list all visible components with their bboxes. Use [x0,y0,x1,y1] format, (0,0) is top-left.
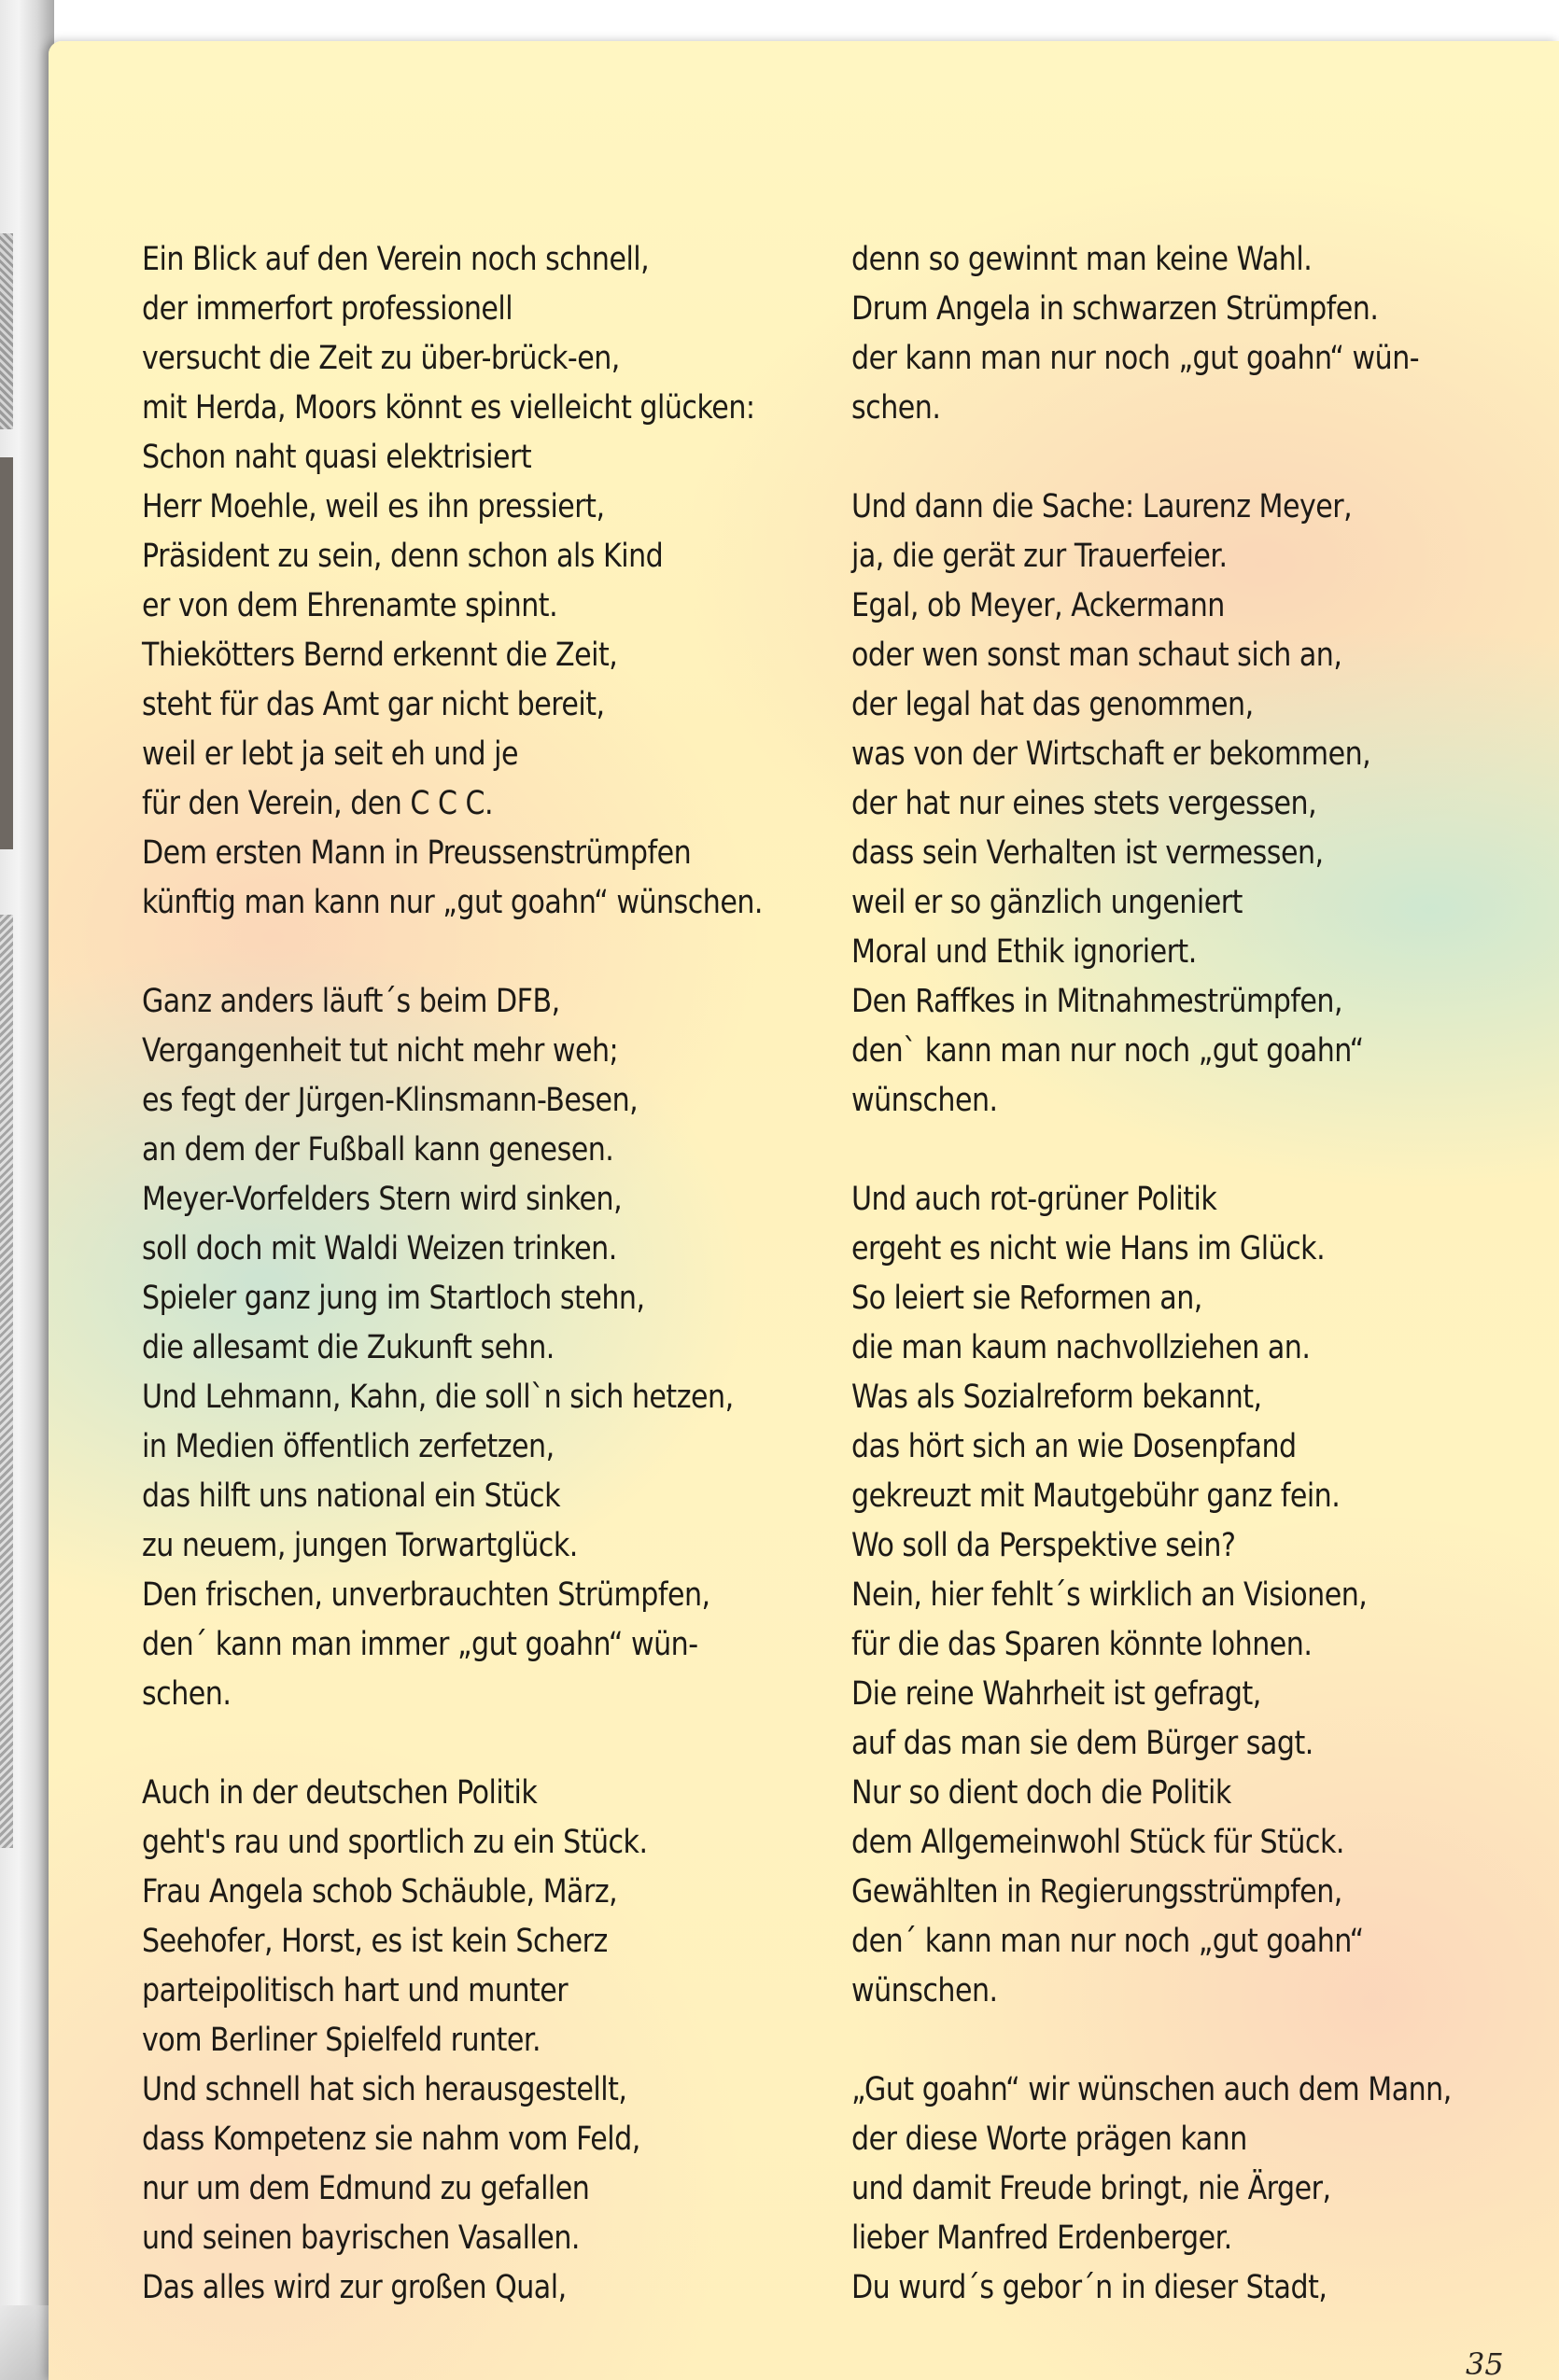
poem-line: Präsident zu sein, denn schon als Kind [142,538,664,575]
poem-line: schen. [851,389,941,427]
poem-line: der immerfort professionell [142,290,513,328]
poem-line: Seehofer, Horst, es ist kein Scherz [142,1923,608,1960]
stanza [851,235,1534,433]
poem-line: ergeht es nicht wie Hans im Glück. [851,1230,1326,1267]
stanza [142,977,833,1719]
poem-line: die allesamt die Zukunft sehn. [142,1329,555,1366]
poem-line: Thiekötters Bernd erkennt die Zeit, [142,637,618,674]
poem-line: Was als Sozialreform bekannt, [851,1379,1262,1416]
poem-line: der kann man nur noch „gut goahn“ wün- [851,340,1420,377]
poem-line: geht's rau und sportlich zu ein Stück. [142,1824,648,1861]
poem-line: Und auch rot-grüner Politik [851,1181,1217,1218]
poem-line: der hat nur eines stets vergessen, [851,785,1317,822]
poem-line: weil er lebt ja seit eh und je [142,735,518,773]
stanza [851,2065,1534,2313]
poem-line: Frau Angela schob Schäuble, März, [142,1873,618,1911]
page-corner [0,2305,56,2380]
poem-line: Und schnell hat sich herausgestellt, [142,2071,627,2108]
poem-line: lieber Manfred Erdenberger. [851,2219,1232,2257]
poem-line: versucht die Zeit zu über-brück-en, [142,340,620,377]
poem-line: gekreuzt mit Mautgebühr ganz fein. [851,1477,1341,1515]
poem-line: schen. [142,1675,232,1713]
poem-column-left [142,235,833,2362]
poem-line: Das alles wird zur großen Qual, [142,2269,567,2306]
poem-line: oder wen sonst man schaut sich an, [851,637,1342,674]
stanza [142,1769,833,2313]
poem-line: Die reine Wahrheit ist gefragt, [851,1675,1261,1713]
poem-line: für den Verein, den C C C. [142,785,494,822]
poem-line: Drum Angela in schwarzen Strümpfen. [851,290,1379,328]
poem-line: Und dann die Sache: Laurenz Meyer, [851,488,1353,525]
stanza [142,235,833,928]
poem-line: weil er so gänzlich ungeniert [851,884,1243,921]
poem-line: Vergangenheit tut nicht mehr weh; [142,1032,619,1070]
poem-line: denn so gewinnt man keine Wahl. [851,241,1313,278]
poem-line: Moral und Ethik ignoriert. [851,933,1197,971]
poem-line: in Medien öffentlich zerfetzen, [142,1428,555,1465]
poem-line: mit Herda, Moors könnt es vielleicht glücken: [142,389,755,427]
poem-line: Schon naht quasi elektrisiert [142,439,532,476]
poem-line: dass sein Verhalten ist vermessen, [851,834,1324,872]
poem-line: „Gut goahn“ wir wünschen auch dem Mann, [851,2071,1452,2108]
poem-line: nur um dem Edmund zu gefallen [142,2170,590,2207]
poem-line: Und Lehmann, Kahn, die soll`n sich hetzen, [142,1379,734,1416]
poem-line: Spieler ganz jung im Startloch stehn, [142,1280,645,1317]
poem-line: Dem ersten Mann in Preussenstrümpfen [142,834,692,872]
poem-line: es fegt der Jürgen-Klinsmann-Besen, [142,1082,639,1119]
poem-line: was von der Wirtschaft er bekommen, [851,735,1371,773]
poem-line: So leiert sie Reformen an, [851,1280,1202,1317]
stanza [851,483,1534,1126]
poem-line: wünschen. [851,1082,998,1119]
poem-line: Ganz anders läuft´s beim DFB, [142,983,560,1020]
poem-line: Egal, ob Meyer, Ackermann [851,587,1225,624]
poem-line: parteipolitisch hart und munter [142,1972,569,2009]
poem-line: und seinen bayrischen Vasallen. [142,2219,580,2257]
poem-line: auf das man sie dem Bürger sagt. [851,1725,1313,1762]
poem-line: den´ kann man immer „gut goahn“ wün- [142,1626,698,1663]
poem-line: Nein, hier fehlt´s wirklich an Visionen, [851,1576,1368,1614]
poem-line: Meyer-Vorfelders Stern wird sinken, [142,1181,623,1218]
poem-line: dass Kompetenz sie nahm vom Feld, [142,2121,640,2158]
page-number: 35 [1466,2346,1504,2380]
poem-line: an dem der Fußball kann genesen. [142,1131,614,1169]
poem-line: Wo soll da Perspektive sein? [851,1527,1236,1564]
poem-line: er von dem Ehrenamte spinnt. [142,587,558,624]
poem-line: für die das Sparen könnte lohnen. [851,1626,1313,1663]
poem-line: vom Berliner Spielfeld runter. [142,2022,541,2059]
poem-line: dem Allgemeinwohl Stück für Stück. [851,1824,1344,1861]
printed-page [49,41,1559,2380]
poem-line: Auch in der deutschen Politik [142,1774,538,1812]
poem-column-right [851,235,1534,2362]
poem-line: und damit Freude bringt, nie Ärger, [851,2170,1331,2207]
poem-line: das hört sich an wie Dosenpfand [851,1428,1297,1465]
poem-line: Gewählten in Regierungsstrümpfen, [851,1873,1342,1911]
poem-line: wünschen. [851,1972,998,2009]
stanza [851,1175,1534,2016]
poem-line: das hilft uns national ein Stück [142,1477,560,1515]
poem-line: künftig man kann nur „gut goahn“ wünschen. [142,884,763,921]
poem-line: Den frischen, unverbrauchten Strümpfen, [142,1576,710,1614]
poem-line: zu neuem, jungen Torwartglück. [142,1527,578,1564]
poem-line: Du wurd´s gebor´n in dieser Stadt, [851,2269,1327,2306]
poem-line: Herr Moehle, weil es ihn pressiert, [142,488,605,525]
poem-line: den´ kann man nur noch „gut goahn“ [851,1923,1364,1960]
poem-line: steht für das Amt gar nicht bereit, [142,686,605,723]
previous-page-edge [0,233,13,429]
poem-line: den` kann man nur noch „gut goahn“ [851,1032,1364,1070]
poem-line: der diese Worte prägen kann [851,2121,1247,2158]
poem-line: Nur so dient doch die Politik [851,1774,1231,1812]
previous-page-edge [0,915,13,1848]
poem-line: ja, die gerät zur Trauerfeier. [851,538,1228,575]
poem-line: soll doch mit Waldi Weizen trinken. [142,1230,617,1267]
poem-line: Ein Blick auf den Verein noch schnell, [142,241,650,278]
poem-line: die man kaum nachvollziehen an. [851,1329,1311,1366]
previous-page-edge [0,457,13,849]
poem-line: Den Raffkes in Mitnahmestrümpfen, [851,983,1343,1020]
poem-line: der legal hat das genommen, [851,686,1254,723]
